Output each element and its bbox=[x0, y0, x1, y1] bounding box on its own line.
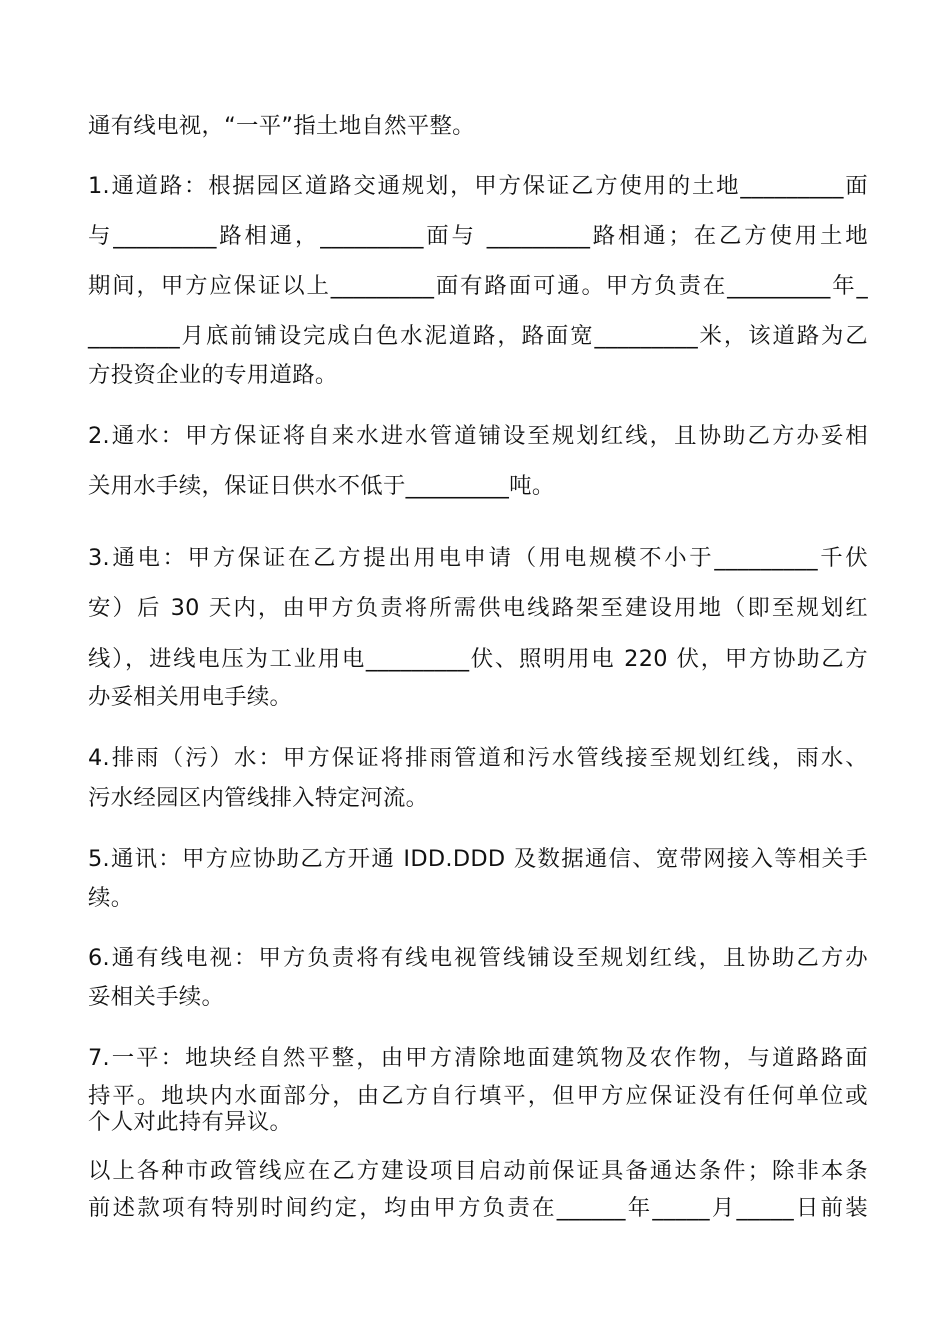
text-line: 1.通道路：根据园区道路交通规划，甲方保证乙方使用的土地_________面 bbox=[88, 173, 868, 199]
text-line: 7.一平：地块经自然平整，由甲方清除地面建筑物及农作物，与道路路面 bbox=[88, 1045, 868, 1071]
text-line: 与_________路相通，_________面与 _________路相通；在乙方使用土地 bbox=[88, 223, 868, 249]
text-line: 关用水手续，保证日供水不低于_________吨。 bbox=[88, 473, 555, 499]
text-line: 方投资企业的专用道路。 bbox=[88, 362, 338, 388]
text-line: 3.通电：甲方保证在乙方提出用电申请（用电规模不小于_________千伏 bbox=[88, 545, 868, 571]
text-line: ________月底前铺设完成白色水泥道路，路面宽_________米，该道路为乙 bbox=[88, 323, 868, 349]
text-line: 安）后 30 天内，由甲方负责将所需供电线路架至建设用地（即至规划红 bbox=[88, 595, 868, 621]
text-line: 6.通有线电视：甲方负责将有线电视管线铺设至规划红线，且协助乙方办 bbox=[88, 945, 868, 971]
text-line: 办妥相关用电手续。 bbox=[88, 684, 293, 710]
text-line: 妥相关手续。 bbox=[88, 984, 225, 1010]
text-line: 个人对此持有异议。 bbox=[88, 1109, 293, 1135]
text-line: 4.排雨（污）水：甲方保证将排雨管道和污水管线接至规划红线，雨水、 bbox=[88, 745, 868, 771]
text-line: 5.通讯：甲方应协助乙方开通 IDD.DDD 及数据通信、宽带网接入等相关手 bbox=[88, 846, 868, 872]
text-line: 以上各种市政管线应在乙方建设项目启动前保证具备通达条件；除非本条 bbox=[88, 1158, 868, 1184]
text-line: 污水经园区内管线排入特定河流。 bbox=[88, 785, 429, 811]
text-line: 期间，甲方应保证以上_________面有路面可通。甲方负责在_________年_ bbox=[88, 273, 868, 299]
text-line: 2.通水：甲方保证将自来水进水管道铺设至规划红线，且协助乙方办妥相 bbox=[88, 423, 868, 449]
text-line: 线），进线电压为工业用电_________伏、照明用电 220 伏，甲方协助乙方 bbox=[88, 646, 868, 672]
text-line: 持平。地块内水面部分，由乙方自行填平，但甲方应保证没有任何单位或 bbox=[88, 1083, 868, 1109]
text-line: 续。 bbox=[88, 885, 134, 911]
text-line: 前述款项有特别时间约定，均由甲方负责在______年_____月_____日前装 bbox=[88, 1195, 868, 1221]
text-line: 通有线电视，“一平”指土地自然平整。 bbox=[88, 113, 475, 139]
